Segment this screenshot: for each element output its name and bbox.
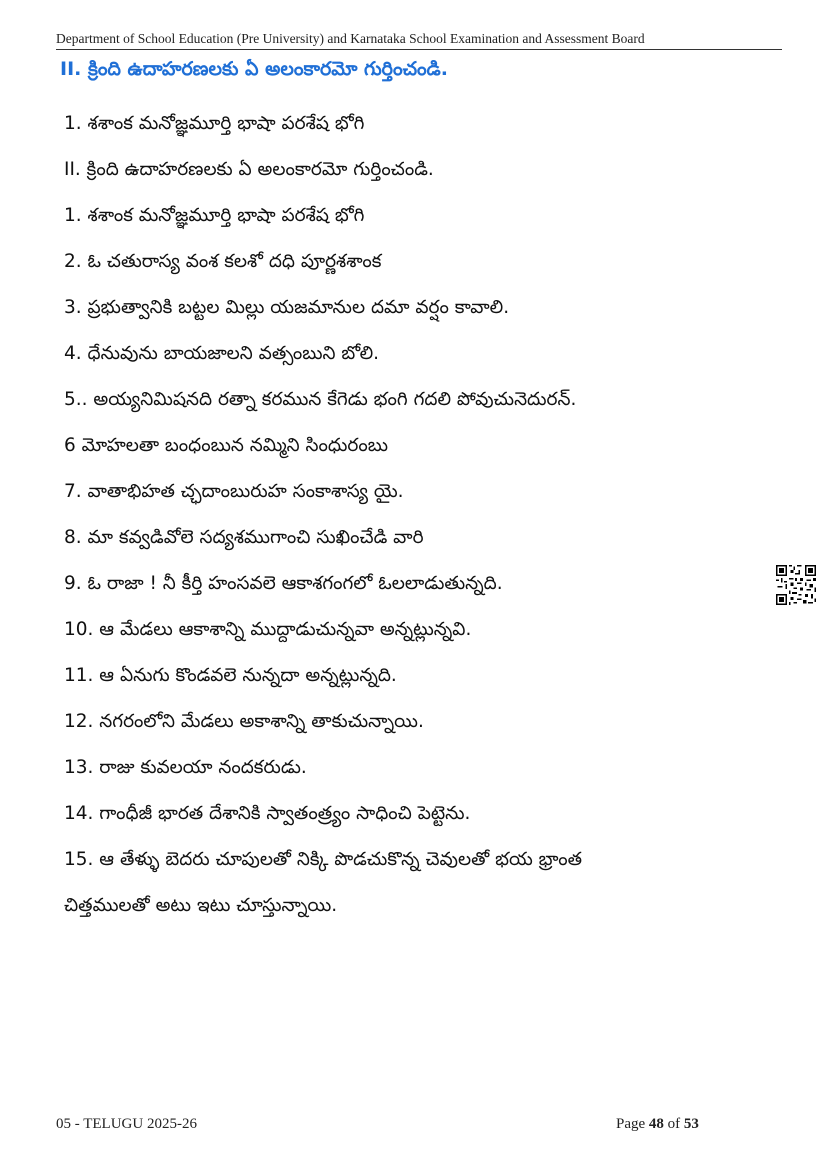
header-divider (56, 49, 782, 50)
list-item: 1. శశాంక మనోజ్ఞమూర్తి భాషా పరశేష భోగి (64, 113, 365, 134)
list-item: 2. ఓ చతురాస్య వంశ కలశో దధి పూర్ణశశాంక (64, 251, 382, 272)
page-total: 53 (683, 1116, 699, 1132)
page-of: of (667, 1116, 681, 1132)
page-label: Page (616, 1116, 646, 1132)
list-item: 6 మోహలతా బంధంబున నమ్మిని సింధురంబు (64, 435, 388, 456)
qr-code-icon[interactable] (776, 565, 816, 605)
page-header: Department of School Education (Pre University) and Karnataka School Examination and Assessment Board (56, 31, 645, 46)
list-item: 14. గాంధీజీ భారత దేశానికి స్వాతంత్ర్యం సాధించి పెట్టెను. (64, 803, 471, 824)
list-item: 8. మా కవ్వడివోలె సద్యశముగాంచి సుఖించేడి వారి (64, 527, 424, 548)
page-current: 48 (648, 1116, 664, 1132)
footer-subject: 05 - TELUGU 2025-26 (56, 1116, 197, 1132)
question-list (64, 101, 786, 929)
list-item: 7. వాతాభిహత చ్ఛదాంబురుహ సంకాశాస్య యై. (64, 481, 404, 502)
list-item: 5.. అయ్యనిమిషనది రత్నా కరమున కేగెడు భంగి గదలి పోవుచునెదురన్. (64, 389, 577, 410)
section-title: II. క్రింది ఉదాహరణలకు ఏ అలంకారమో గుర్తించండి. (60, 58, 448, 80)
list-item: 3. ప్రభుత్వానికి బట్టల మిల్లు యజమానుల దమా వర్షం కావాలి. (64, 297, 510, 318)
list-item: 12. నగరంలోని మేడలు అకాశాన్ని తాకుచున్నాయి. (64, 711, 424, 732)
page-number (616, 1116, 699, 1133)
list-item: II. క్రింది ఉదాహరణలకు ఏ అలంకారమో గుర్తించండి. (64, 159, 434, 180)
list-item: 15. ఆ తేళ్ళు బెదరు చూపులతో నిక్కి పొడచుకొన్న చెవులతో భయ భ్రాంత (64, 849, 583, 870)
list-item: 11. ఆ ఏనుగు కొండవలె నున్నదా అన్నట్లున్నది. (64, 665, 397, 686)
list-item: 10. ఆ మేడలు ఆకాశాన్ని ముద్దాడుచున్నవా అన్నట్లున్నవి. (64, 619, 472, 640)
list-item: 13. రాజు కువలయా నందకరుడు. (64, 757, 307, 778)
list-item: 9. ఓ రాజా ! నీ కీర్తి హంసవలె ఆకాశగంగలో ఓలలాడుతున్నది. (64, 573, 503, 594)
list-item-continuation: చిత్తములతో అటు ఇటు చూస్తున్నాయి. (64, 895, 338, 916)
list-item: 4. ధేనువును బాయజాలని వత్సంబుని బోలి. (64, 343, 380, 364)
list-item: 1. శశాంక మనోజ్ఞమూర్తి భాషా పరశేష భోగి (64, 205, 365, 226)
